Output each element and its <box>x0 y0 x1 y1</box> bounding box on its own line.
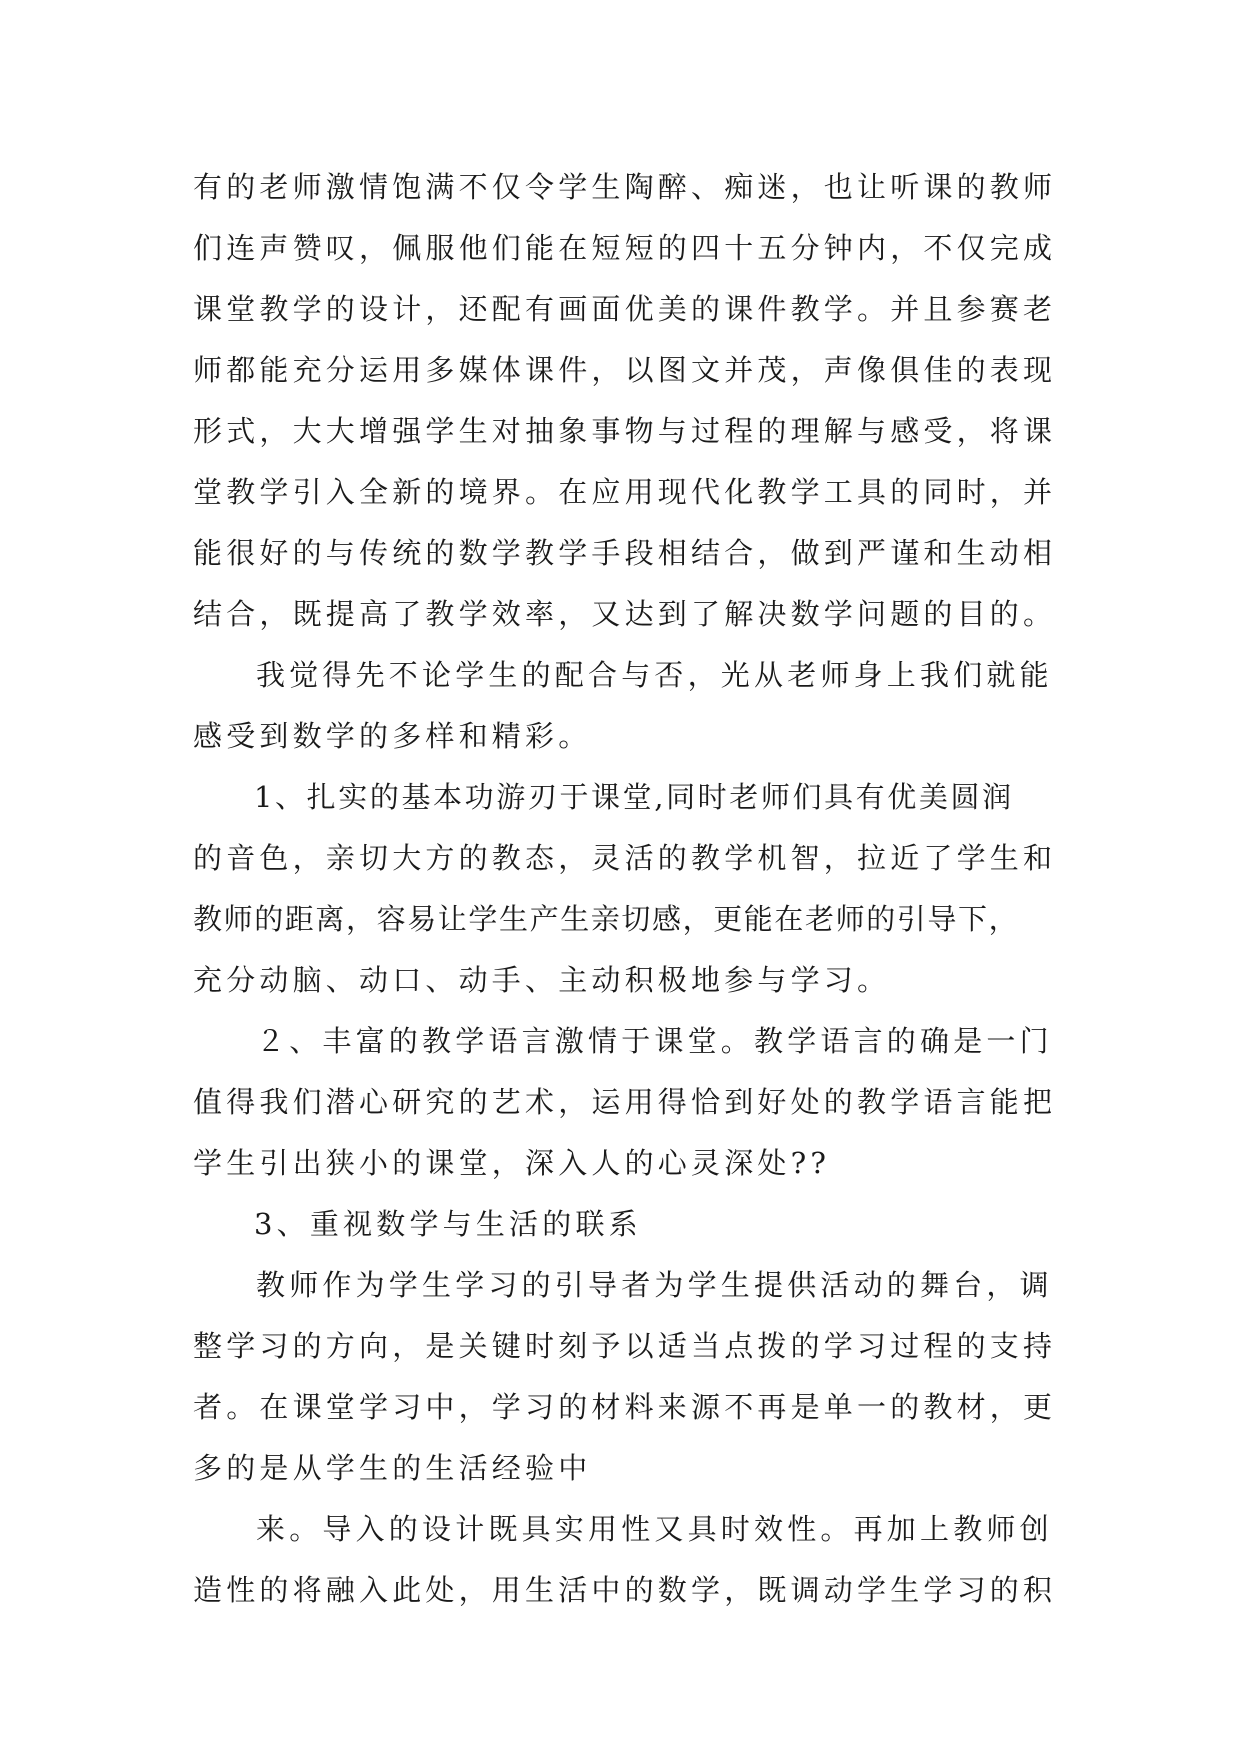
text-line: 者。在课堂学习中，学习的材料来源不再是单一的教材，更 <box>193 1390 1057 1424</box>
text-line: 课堂教学的设计，还配有画面优美的课件教学。并且参赛老 <box>193 292 1057 326</box>
text-line: 学生引出狭小的课堂，深入人的心灵深处?? <box>193 1146 831 1180</box>
text-line: 值得我们潜心研究的艺术，运用得恰到好处的教学语言能把 <box>193 1085 1057 1119</box>
text-line: 整学习的方向，是关键时刻予以适当点拨的学习过程的支持 <box>193 1329 1057 1363</box>
paragraph-start-line: 教师作为学生学习的引导者为学生提供活动的舞台，调 <box>256 1268 1053 1302</box>
text-line: 的音色，亲切大方的教态，灵活的教学机智，拉近了学生和 <box>193 841 1057 875</box>
text-line: 结合，既提高了教学效率，又达到了解决数学问题的目的。 <box>193 597 1057 631</box>
list-item-2-start: ２、丰富的教学语言激情于课堂。教学语言的确是一门 <box>256 1024 1053 1058</box>
paragraph-start-line: 我觉得先不论学生的配合与否，光从老师身上我们就能 <box>256 658 1053 692</box>
text-line: 有的老师激情饱满不仅令学生陶醉、痴迷，也让听课的教师 <box>193 170 1057 204</box>
text-line: 多的是从学生的生活经验中 <box>193 1451 592 1485</box>
paragraph-start-line: 来。导入的设计既具实用性又具时效性。再加上教师创 <box>256 1512 1053 1546</box>
text-line: 师都能充分运用多媒体课件，以图文并茂，声像俱佳的表现 <box>193 353 1057 387</box>
text-line: 堂教学引入全新的境界。在应用现代化教学工具的同时，并 <box>193 475 1057 509</box>
list-item-1-start: 1、扎实的基本功游刃于课堂,同时老师们具有优美圆润 <box>254 780 1014 814</box>
text-line: 能很好的与传统的数学教学手段相结合，做到严谨和生动相 <box>193 536 1057 570</box>
text-line: 造性的将融入此处，用生活中的数学，既调动学生学习的积 <box>193 1573 1057 1607</box>
text-line: 形式，大大增强学生对抽象事物与过程的理解与感受，将课 <box>193 414 1057 448</box>
text-line: 们连声赞叹，佩服他们能在短短的四十五分钟内，不仅完成 <box>193 231 1057 265</box>
text-line: 感受到数学的多样和精彩。 <box>193 719 592 753</box>
text-line: 教师的距离，容易让学生产生亲切感，更能在老师的引导下， <box>193 902 1020 936</box>
list-item-3-heading: 3、重视数学与生活的联系 <box>254 1207 642 1241</box>
text-line: 充分动脑、动口、动手、主动积极地参与学习。 <box>193 963 891 997</box>
